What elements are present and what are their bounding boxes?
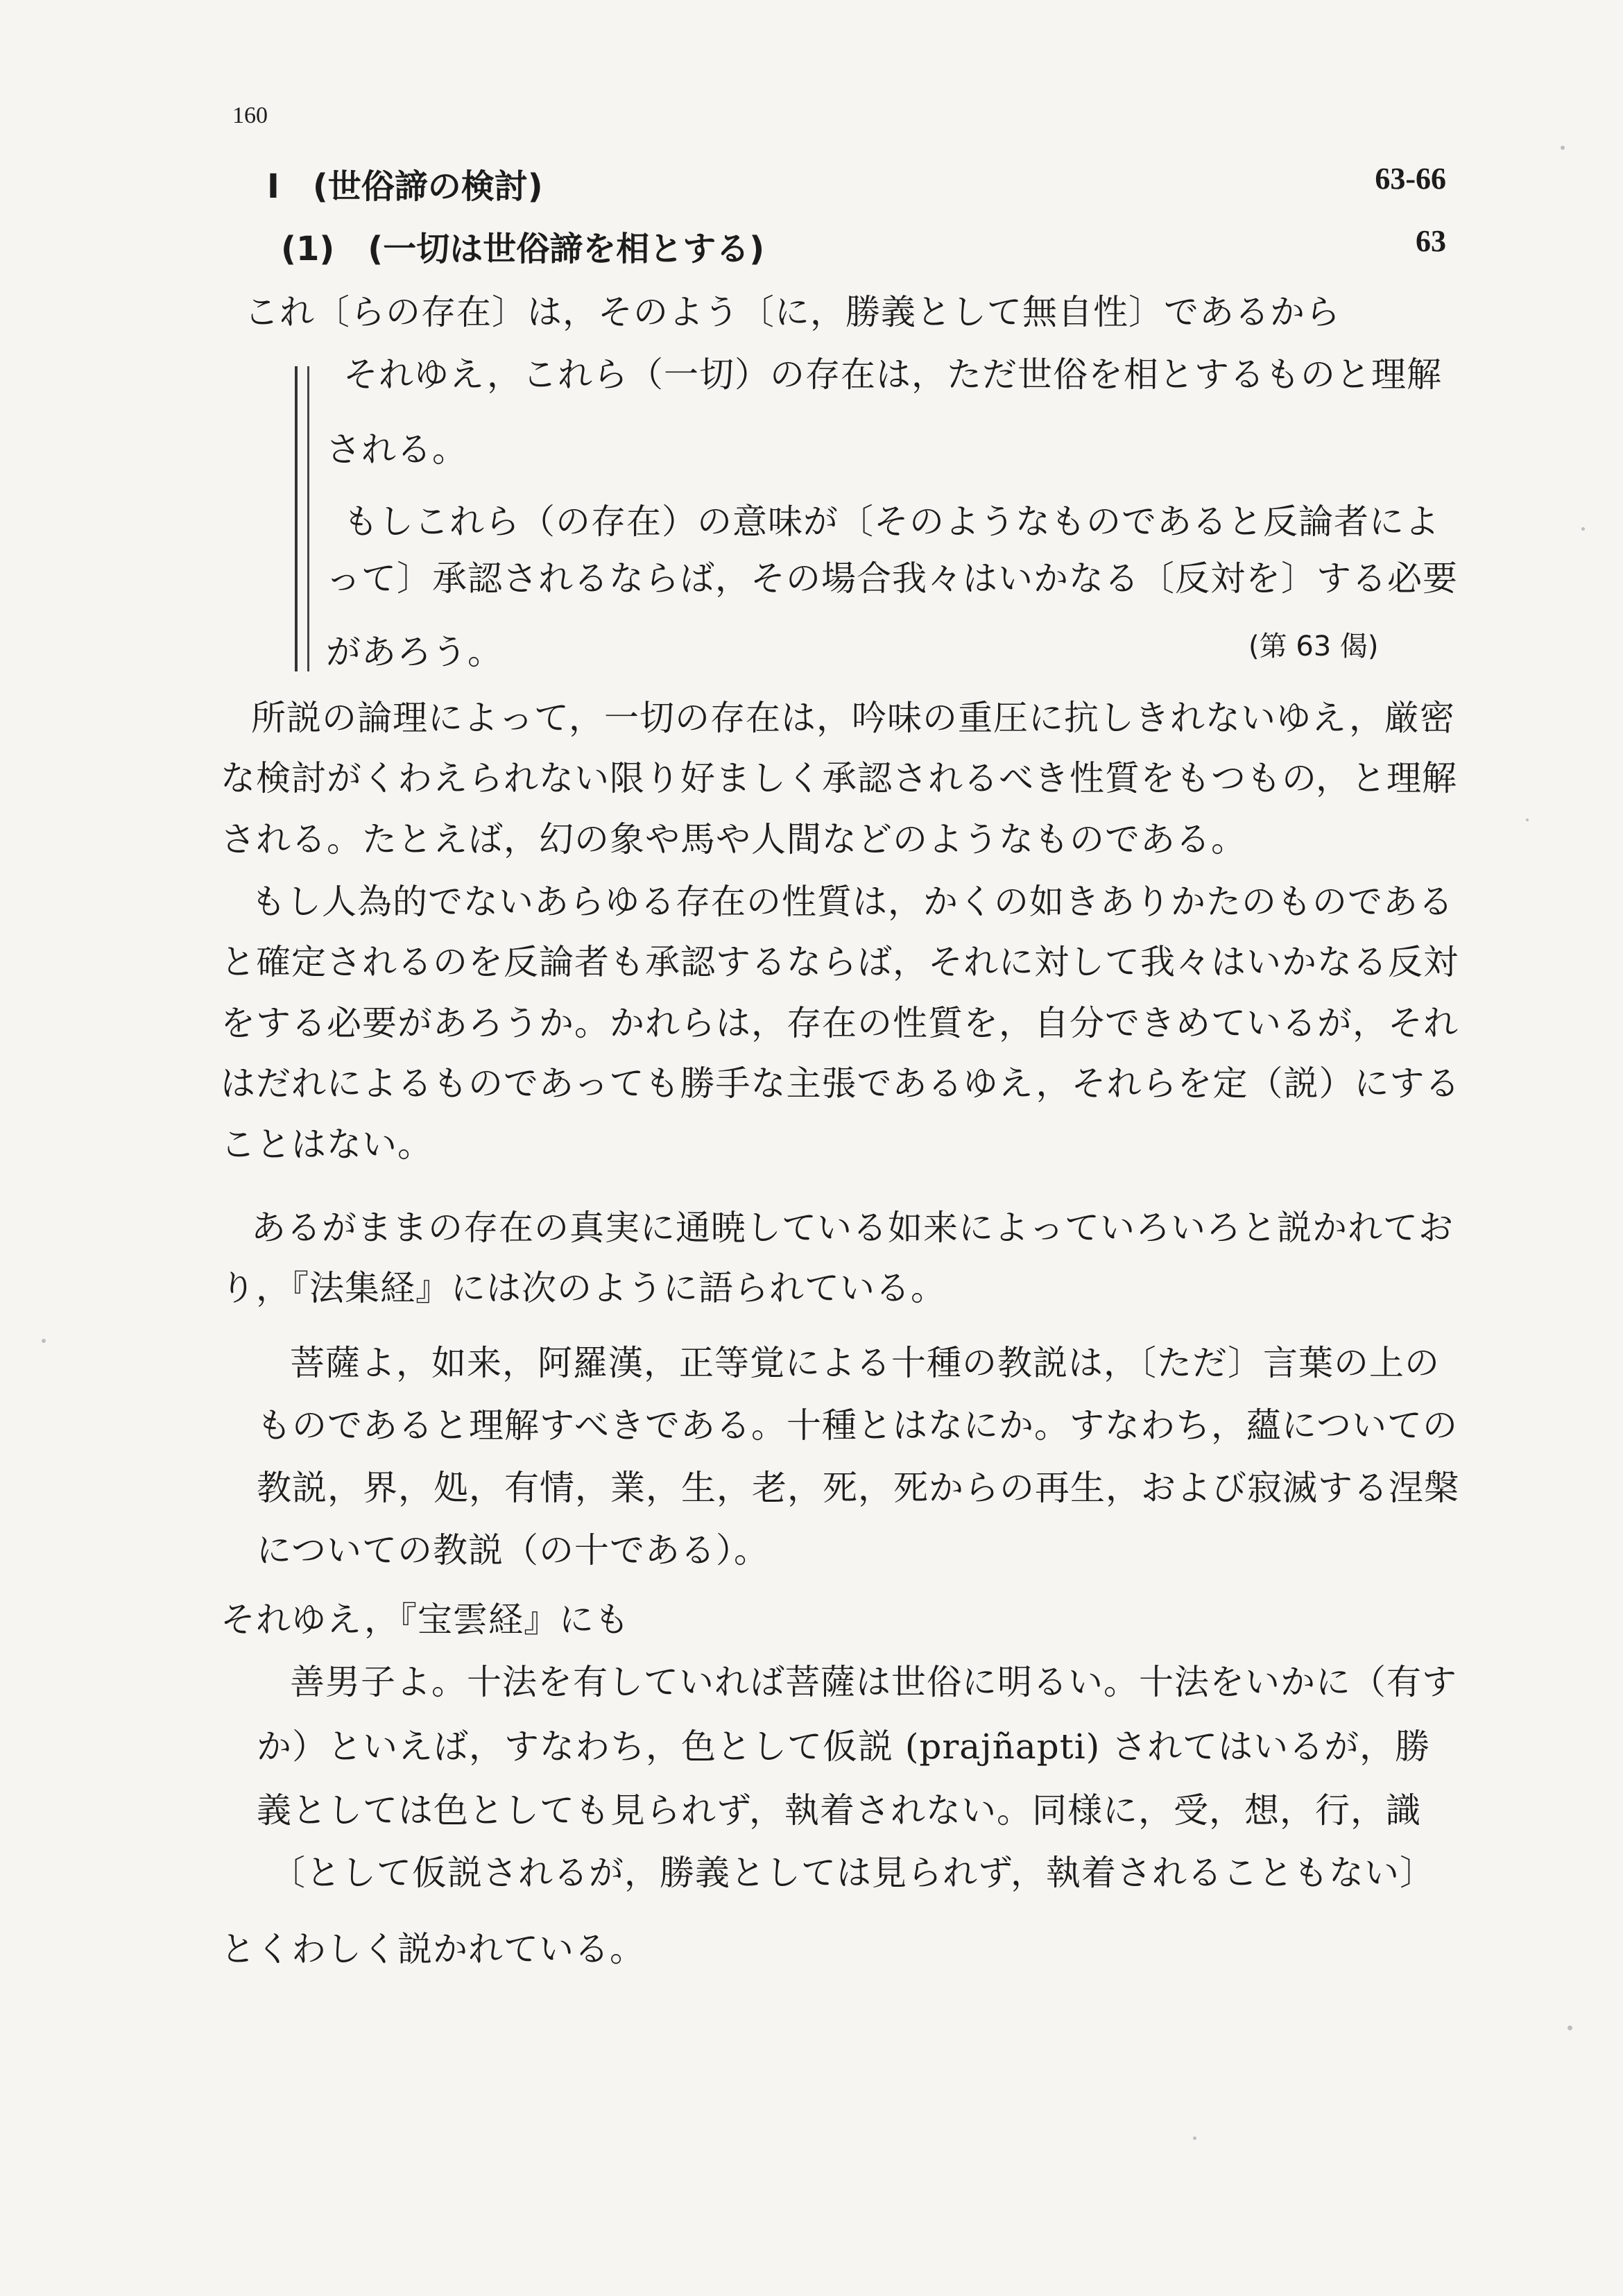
verse-line: される。 bbox=[326, 429, 467, 470]
body-line: される。たとえば，幻の象や馬や人間などのようなものである。 bbox=[221, 819, 1246, 859]
body-line: あるがままの存在の真実に通暁している如来によっていろいろと説かれてお bbox=[251, 1208, 1454, 1248]
verse-line: それゆえ，これら（一切）の存在は，ただ世俗を相とするものと理解 bbox=[343, 354, 1442, 395]
verse-line: があろう。 bbox=[326, 632, 503, 672]
closing-line: とくわしく説かれている。 bbox=[221, 1929, 645, 1969]
subsection-heading-label: (1) (一切は世俗諦を相とする) bbox=[281, 230, 765, 268]
body-line: ことはない。 bbox=[221, 1124, 433, 1165]
scan-noise bbox=[42, 1339, 46, 1343]
section-heading-label: Ⅰ (世俗諦の検討) bbox=[267, 167, 543, 206]
body-line: もし人為的でないあらゆる存在の性質は，かくの如きありかたのものである bbox=[251, 882, 1454, 922]
verse-bar bbox=[295, 366, 309, 671]
page-number: 160 bbox=[232, 103, 268, 128]
scan-noise bbox=[1561, 146, 1565, 150]
scan-noise bbox=[1581, 527, 1585, 531]
body-line: 所説の論理によって，一切の存在は，吟味の重圧に抗しきれないゆえ，厳密 bbox=[251, 698, 1455, 738]
section-heading bbox=[0, 153, 1623, 208]
scan-noise bbox=[1568, 2025, 1572, 2030]
scan-noise bbox=[1193, 2136, 1196, 2140]
quote-line: ものであると理解すべきである。十種とはなにか。すなわち，蘊についての bbox=[257, 1405, 1458, 1446]
subsection-heading bbox=[0, 215, 1623, 271]
section-heading-ref: 63-66 bbox=[1375, 162, 1446, 196]
verse-line: もしこれら（の存在）の意味が〔そのようなものであると反論者によ bbox=[343, 502, 1440, 542]
intro-line: これ〔らの存在〕は，そのよう〔に，勝義として無自性〕であるから bbox=[244, 292, 1341, 332]
body-line: り，『法集経』には次のように語られている。 bbox=[221, 1268, 946, 1308]
quote-line: 善男子よ。十法を有していれば菩薩は世俗に明るい。十法をいかに（有す bbox=[290, 1662, 1457, 1702]
quote-line: 菩薩よ，如来，阿羅漢，正等覚による十種の教説は，〔ただ〕言葉の上の bbox=[290, 1343, 1440, 1383]
quote-line: 〔として仮説されるが，勝義としては見られず，執着されることもない〕 bbox=[270, 1853, 1435, 1893]
verse-line: って〕承認されるならば，その場合我々はいかなる〔反対を〕する必要 bbox=[326, 558, 1458, 599]
scan-noise bbox=[1526, 819, 1529, 821]
quote-line: 義としては色としても見られず，執着されない。同様に，受，想，行，識 bbox=[257, 1790, 1421, 1831]
bridge-line: それゆえ，『宝雲経』にも bbox=[221, 1600, 630, 1640]
verse-ref: (第 63 偈) bbox=[1248, 631, 1379, 662]
body-line: と確定されるのを反論者も承認するならば，それに対して我々はいかなる反対 bbox=[221, 942, 1459, 982]
subsection-heading-ref: 63 bbox=[1416, 224, 1446, 258]
body-line: な検討がくわえられない限り好ましく承認されるべき性質をもつもの，と理解 bbox=[221, 758, 1457, 798]
quote-line: 教説，界，処，有情，業，生，老，死，死からの再生，および寂滅する涅槃 bbox=[257, 1468, 1459, 1508]
body-line: はだれによるものであっても勝手な主張であるゆえ，それらを定（説）にする bbox=[221, 1063, 1461, 1104]
quote-line: についての教説（の十である）。 bbox=[257, 1530, 769, 1570]
quote-line: か）といえば，すなわち，色として仮説 (prajñapti) されてはいるが，勝 bbox=[257, 1727, 1431, 1767]
body-line: をする必要があろうか。かれらは，存在の性質を，自分できめているが，それ bbox=[221, 1003, 1459, 1043]
